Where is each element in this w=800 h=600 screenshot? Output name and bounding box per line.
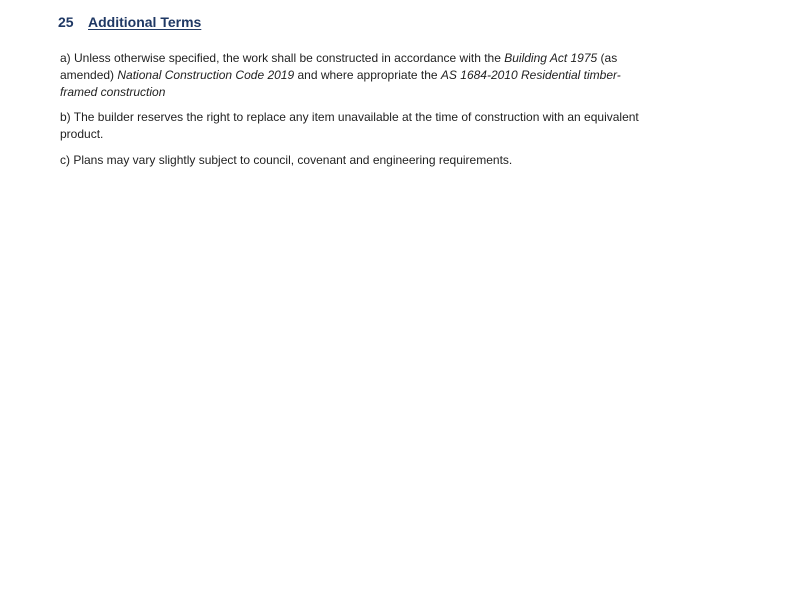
- clause-a-standard: AS 1684-2010 Residential timber-: [440, 68, 621, 82]
- clause-c-text: c) Plans may vary slightly subject to council, covenant and engineering requirements.: [60, 153, 513, 167]
- clause-a-text: amended): [60, 68, 118, 82]
- clause-a-standard: framed construction: [60, 85, 166, 99]
- section-number: 25: [58, 14, 74, 30]
- clause-a-text: and where appropriate the: [294, 68, 441, 82]
- clause-c: [60, 152, 750, 169]
- clause-a-act: Building Act 1975: [504, 51, 598, 65]
- clause-b-text: b) The builder reserves the right to replace any item unavailable at the time of construction with an equivalent: [60, 110, 639, 124]
- clause-b: [60, 109, 750, 143]
- clause-a-text: (as: [597, 51, 618, 65]
- clause-a-code: National Construction Code 2019: [117, 68, 295, 82]
- clause-a-text: a) Unless otherwise specified, the work shall be constructed in accordance with the: [60, 51, 505, 65]
- section-heading: [58, 13, 201, 31]
- clause-b-text: product.: [60, 127, 104, 141]
- section-title: Additional Terms: [88, 14, 202, 30]
- clause-a: [60, 50, 750, 101]
